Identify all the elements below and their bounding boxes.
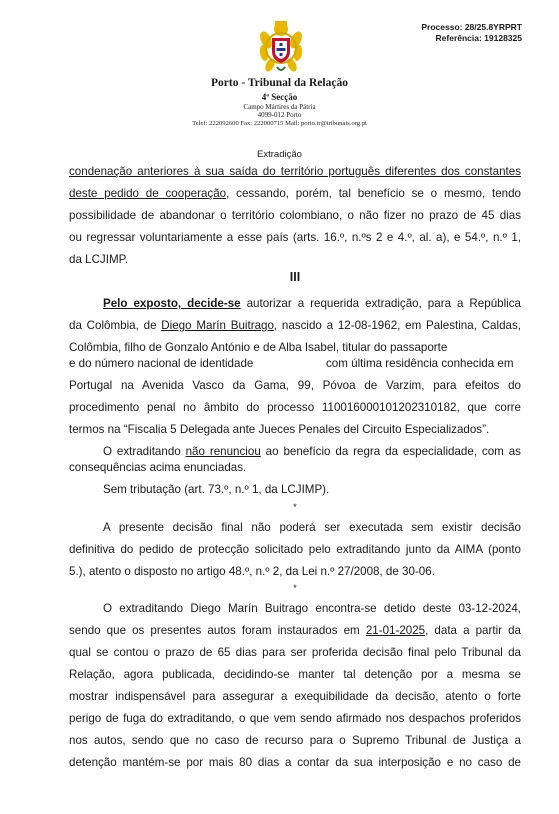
separator: *	[293, 502, 297, 512]
paragraph-line: 5.), atento o disposto no artigo 48.º, n.º 2, da Lei n.º 27/2008, de 30-06.	[69, 565, 435, 578]
court-section: 4ª Secção	[261, 92, 298, 102]
text-fragment: , data a partir da	[425, 624, 521, 637]
paragraph-line: Sem tributação (art. 73.º, n.º 1, da LCJIMP).	[103, 483, 330, 496]
date-underlined: 21-01-2025	[365, 624, 426, 637]
paragraph-line: A presente decisão final não poderá ser executada sem existir decisão	[103, 521, 521, 534]
paragraph-line	[69, 444, 521, 460]
section-heading: III	[289, 270, 301, 284]
paragraph-line: Colômbia, filho de Gonzalo António e de Alba Isabel, titular do passaporte	[69, 341, 448, 354]
paragraph-line: ou regressar voluntariamente a esse país (arts. 16.º, n.ºs 2 e 4.º, al. a), e 54.º, n.º 1,	[69, 231, 521, 244]
paragraph-line: termos na “Fiscalia 5 Delegada ante Jueces Penales del Circuito Especializados”.	[69, 423, 490, 436]
paragraph-line	[69, 318, 521, 334]
reference-number: Referência: 19128325	[435, 33, 522, 43]
paragraph-line: da LCJIMP.	[69, 253, 129, 266]
paragraph-line: consequências acima enunciadas.	[69, 461, 247, 474]
court-address-line2: 4099-012 Porto	[257, 111, 302, 119]
text-fragment: autorizar a requerida extradição, para a República	[240, 297, 521, 310]
text-fragment: ao benefício da regra da especialidade, com as	[260, 445, 521, 458]
paragraph-line: possibilidade de abandonar o território colombiano, o não fizer no prazo de 45 dias	[69, 209, 521, 222]
text-fragment: O extraditando	[103, 445, 186, 458]
text-fragment: , cessando, porém, tal benefício se o mesmo, tendo	[226, 187, 521, 200]
paragraph-line: perigo de fuga do extraditando, o que vem sendo afirmado nos despachos proferidos	[69, 712, 521, 725]
court-address-line1: Campo Mártires da Pátria	[243, 103, 316, 111]
court-name: Porto - Tribunal da Relação	[211, 77, 348, 89]
underlined-text: não renunciou	[185, 445, 261, 458]
court-contact: Telef: 222092600 Fax: 222000715 Mail: porto.tr@tribunais.org.pt	[192, 120, 367, 127]
court-emblem-icon	[258, 20, 304, 76]
text-fragment: sendo que os presentes autos foram instaurados em	[69, 624, 366, 637]
paragraph-line: detenção mantém-se por mais 80 dias a contar da sua interposição e no caso de	[69, 756, 521, 769]
paragraph-line	[69, 356, 521, 372]
paragraph-line: nos autos, sendo que no caso de recurso para o Supremo Tribunal de Justiça a	[69, 734, 521, 747]
process-number: Processo: 28/25.8YRPRT	[421, 22, 522, 32]
decision-phrase: Pelo exposto, decide-se	[103, 297, 241, 310]
text-fragment: e do número nacional de identidade	[69, 357, 254, 370]
paragraph-line: mostrar indispensável para assegurar a exequibilidade da decisão, atento o forte	[69, 690, 521, 703]
paragraph-line	[69, 296, 521, 312]
underlined-text: deste pedido de cooperação	[69, 187, 227, 200]
process-info	[421, 22, 522, 44]
paragraph-line: Relação, agora publicada, decidindo-se manter tal detenção por a mesma se	[69, 668, 521, 681]
text-fragment: , nascido a 12-08-1962, em Palestina, Caldas,	[273, 319, 521, 332]
paragraph-line	[69, 186, 521, 202]
document-type: Extradição	[257, 149, 302, 160]
paragraph-line: condenação anteriores à sua saída do território português diferentes dos constantes	[69, 165, 521, 178]
paragraph-line: definitiva do pedido de protecção solicitado pelo extraditando junto da AIMA (ponto	[69, 543, 521, 556]
person-name: Diego Marín Buitrago	[161, 319, 274, 332]
paragraph-line: Portugal na Avenida Vasco da Gama, 99, Póvoa de Varzim, para efeitos do	[69, 379, 521, 392]
separator: *	[293, 583, 297, 593]
text-fragment: da Colômbia, de	[69, 319, 162, 332]
paragraph-line: O extraditando Diego Marín Buitrago encontra-se detido deste 03-12-2024,	[103, 602, 521, 615]
paragraph-line: procedimento penal no âmbito do processo 110016000101202310182, que corre	[69, 401, 521, 414]
paragraph-line: qual se contou o prazo de 65 dias para ser proferida decisão final pelo Tribunal da	[69, 646, 521, 659]
paragraph-line	[69, 623, 521, 639]
text-fragment: com última residência conhecida em	[326, 357, 514, 370]
